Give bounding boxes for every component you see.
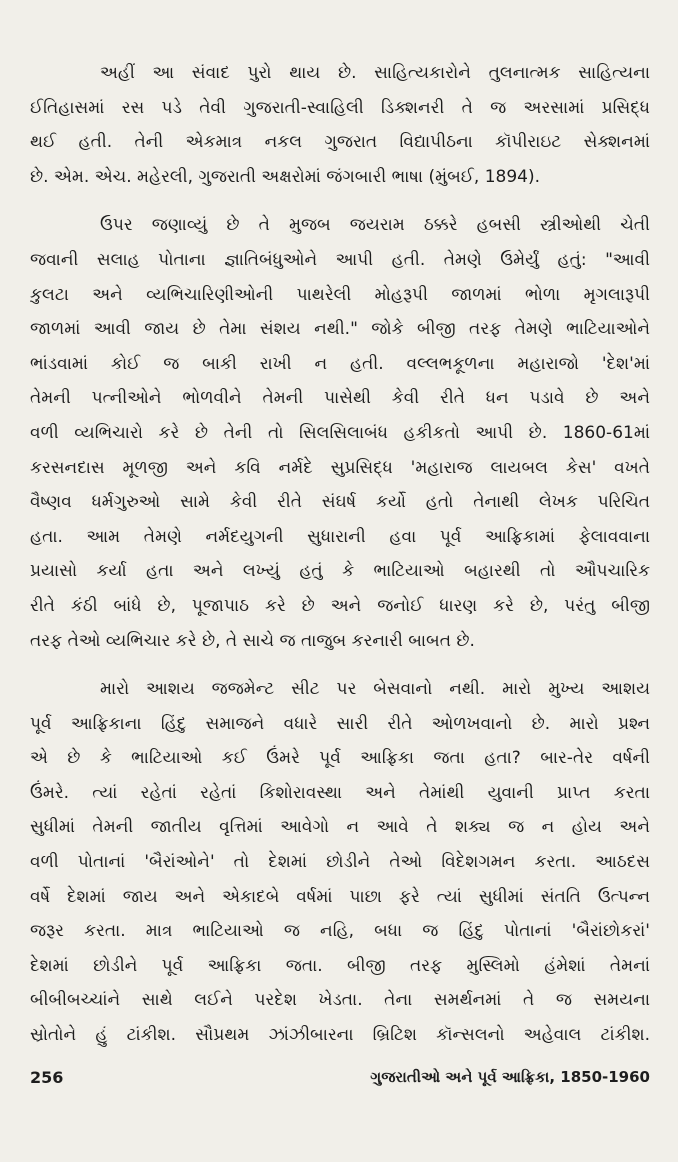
text-line: સ્રોતોને હું ટાંકીશ. સૌપ્રથમ ઝાંઝીબારના બ્રિટિશ કૉન્સલનો અહેવાલ ટાંકીશ. <box>30 1025 650 1046</box>
text-line: કરસનદાસ મૂળજી અને કવિ નર્મદે સુપ્રસિદ્ધ 'મહારાજ લાયબલ કેસ' વખતે <box>30 457 650 478</box>
text-line: છે. એમ. એચ. મહેરલી, ગુજરાતી અક્ષરોમાં જંગબારી ભાષા (મુંબઈ, 1894). <box>30 166 541 187</box>
text-line: ઉપર જણાવ્યું છે તે મુજબ જયરામ ઠક્કરે હબસી સ્ત્રીઓથી ચેતી <box>100 215 650 236</box>
text-line: એ છે કે ભાટિયાઓ કઈ ઉંમરે પૂર્વ આફ્રિકા જતા હતા? બાર-તેર વર્ષની <box>30 748 650 769</box>
text-line: હતા. આમ તેમણે નર્મદયુગની સુધારાની હવા પૂર્વ આફ્રિકામાં ફેલાવવાના <box>30 526 650 547</box>
page-number: 256 <box>30 1067 64 1087</box>
page-footer <box>30 1062 650 1092</box>
text-line: અહીં આ સંવાદ પુરો થાય છે. સાહિત્યકારોને તુલનાત્મક સાહિત્યના <box>100 63 650 83</box>
paragraph <box>30 672 650 1053</box>
text-line: રીતે કંઠી બાંધે છે, પૂજાપાઠ કરે છે અને જનોઈ ધારણ કરે છે, પરંતુ બીજી <box>30 595 650 616</box>
text-line: ઉંમરે. ત્યાં રહેતાં રહેતાં કિશોરાવસ્થા અને તેમાંથી યુવાની પ્રાપ્ત કરતા <box>30 782 650 803</box>
text-line: થઈ હતી. તેની એકમાત્ર નકલ ગુજરાત વિદ્યાપીઠના કૉપીરાઇટ સેક્શનમાં <box>30 132 650 153</box>
paragraph <box>30 208 650 658</box>
text-line: કુલટા અને વ્યભિચારિણીઓની પાથરેલી મોહરૂપી જાળમાં ભોળા મૃગલારૂપી <box>30 284 650 305</box>
text-line: વળી વ્યભિચારો કરે છે તેની તો સિલસિલાબંધ હકીકતો આપી છે. 1860-61માં <box>30 422 650 443</box>
paragraph <box>30 56 650 194</box>
text-line: વળી પોતાનાં 'બૈરાંઓને' તો દેશમાં છોડીને તેઓ વિદેશગમન કરતા. આઠદસ <box>30 852 650 873</box>
text-line: મારો આશય જજમેન્ટ સીટ પર બેસવાનો નથી. મારો મુખ્ય આશય <box>100 679 650 700</box>
page-body <box>30 56 650 1067</box>
text-line: સુધીમાં તેમની જાતીય વૃત્તિમાં આવેગો ન આવે તે શક્ય જ ન હોય અને <box>30 817 650 838</box>
text-line: તેમની પત્નીઓને ભોળવીને તેમની પાસેથી કેવી રીતે ધન પડાવે છે અને <box>30 388 650 409</box>
text-line: પૂર્વ આફ્રિકાના હિંદુ સમાજને વધારે સારી રીતે ઓળખવાનો છે. મારો પ્રશ્ન <box>30 713 650 734</box>
text-line: તરફ તેઓ વ્યભિચાર કરે છે, તે સાચે જ તાજુબ કરનારી બાબત છે. <box>30 630 475 651</box>
text-line: જવાની સલાહ પોતાના જ્ઞાતિબંધુઓને આપી હતી. તેમણે ઉમેર્યું હતું: "આવી <box>30 249 650 270</box>
text-line: વર્ષે દેશમાં જાય અને એકાદબે વર્ષમાં પાછા ફરે ત્યાં સુધીમાં સંતતિ ઉત્પન્ન <box>30 886 650 907</box>
running-title: ગુજરાતીઓ અને પૂર્વ આફ્રિકા, 1850-1960 <box>370 1068 650 1086</box>
text-line: બીબીબચ્ચાંને સાથે લઈને પરદેશ ખેડતા. તેના સમર્થનમાં તે જ સમયના <box>30 990 650 1011</box>
text-line: ભાંડવામાં કોઈ જ બાકી રાખી ન હતી. વલ્લભકૂળના મહારાજો 'દેશ'માં <box>30 353 650 374</box>
text-line: દેશમાં છોડીને પૂર્વ આફ્રિકા જતા. બીજી તરફ મુસ્લિમો હંમેશાં તેમનાં <box>30 955 650 976</box>
text-line: વૈષ્ણવ ધર્મગુરુઓ સામે કેવી રીતે સંઘર્ષ કર્યો હતો તેનાથી લેખક પરિચિત <box>30 492 650 513</box>
text-line: જરૂર કરતા. માત્ર ભાટિયાઓ જ નહિ, બધા જ હિંદુ પોતાનાં 'બૈરાંછોકરાં' <box>30 921 650 942</box>
text-line: જાળમાં આવી જાય છે તેમા સંશય નથી." જોકે બીજી તરફ તેમણે ભાટિયાઓને <box>30 319 650 340</box>
text-line: ઈતિહાસમાં રસ પડે તેવી ગુજરાતી-સ્વાહિલી ડિક્શનરી તે જ અરસામાં પ્રસિદ્ધ <box>30 97 650 118</box>
text-line: પ્રયાસો કર્યા હતા અને લખ્યું હતું કે ભાટિયાઓ બહારથી તો ઔપચારિક <box>30 561 650 582</box>
